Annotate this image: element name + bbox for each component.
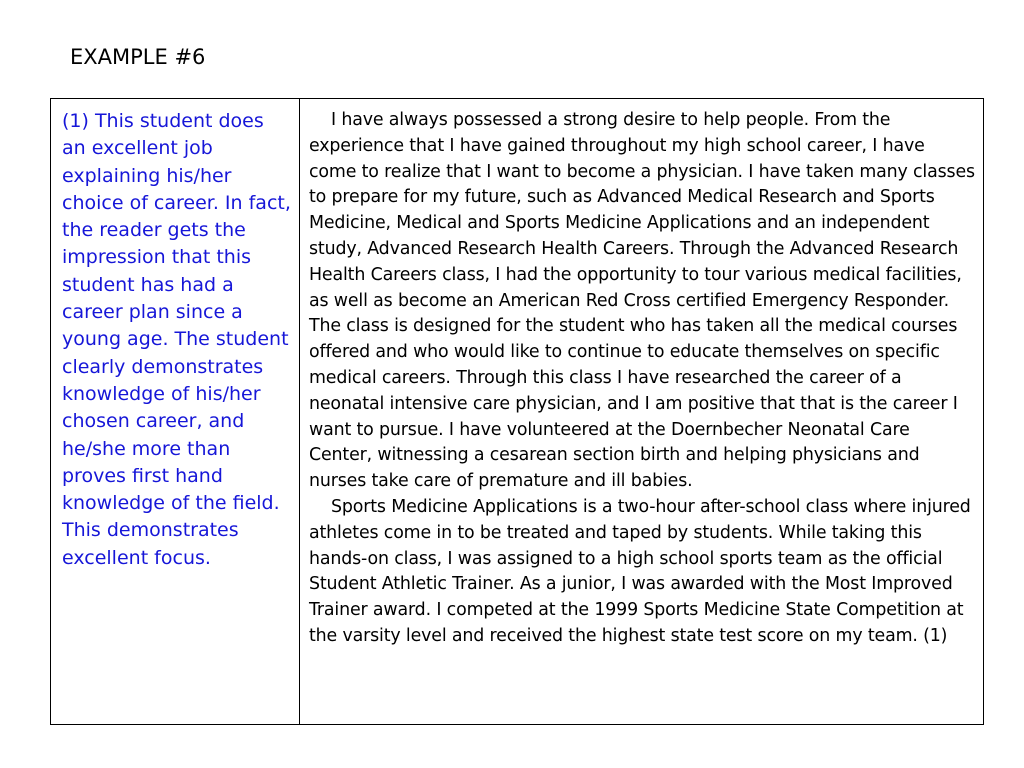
essay-table	[50, 98, 984, 725]
essay-paragraph-1: I have always possessed a strong desire to help people. From the experience that I have gained throughout my high school career, I have come to realize that I want to become a physician. I have taken many classes to prepare for my future, such as Advanced Medical Research and Sports Medicine, Medical and Sports Medicine Applications and an independent study, Advanced Research Health Careers. Through the Advanced Research Health Careers class, I had the opportunity to tour various medical facilities, as well as become an American Red Cross certified Emergency Responder. The class is designed for the student who has taken all the medical courses offered and who would like to continue to educate themselves on specific medical careers. Through this class I have researched the career of a neonatal intensive care physician, and I am positive that that is the career I want to pursue. I have volunteered at the Doernbecher Neonatal Care Center, witnessing a cesarean section birth and helping physicians and nurses take care of premature and ill babies.	[309, 110, 975, 492]
essay-table-row	[51, 99, 984, 725]
slide-title: EXAMPLE #6	[70, 45, 206, 69]
essay-paragraph-2: Sports Medicine Applications is a two-hour after-school class where injured athletes come in to be treated and taped by students. While taking this hands-on class, I was assigned to a high school sports team as the official Student Athletic Trainer. As a junior, I was awarded with the Most Improved Trainer award. I competed at the 1999 Sports Medicine State Competition at the varsity level and received the highest state test score on my team. (1)	[309, 496, 971, 646]
comment-text: (1) This student does an excellent job explaining his/her choice of career. In fact, the reader gets the impression that this student has had a career plan since a young age. The student clearly demonstrates knowledge of his/her chosen career, and he/she more than proves first hand knowledge of the field. This demonstrates excellent focus.	[62, 110, 291, 569]
essay-cell	[300, 99, 984, 725]
comment-cell	[51, 99, 300, 725]
